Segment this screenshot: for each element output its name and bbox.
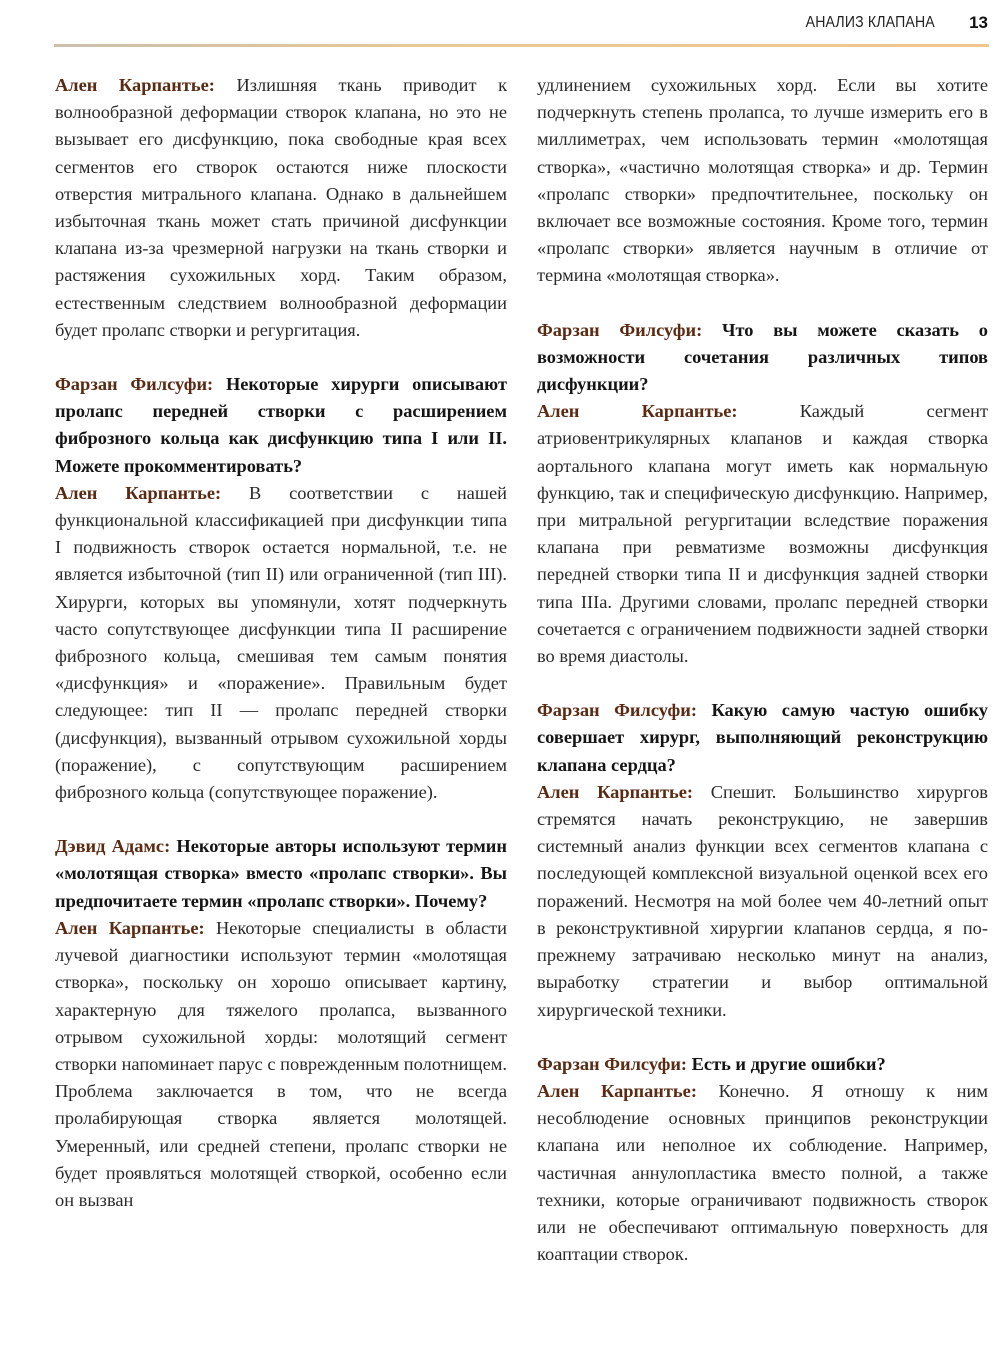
answer-text: Конечно. Я отношу к ним несоблюдение основных принципов реконструкции клапана или неполное их соблюдение. Например, частичная аннулопластика вместо полной, а также техники, которые ограничивают подвижность створок или не обеспечивают оптимальную поверхность для коаптации створок. [537, 1080, 989, 1265]
question-text: Какую самую частую ошибку совершает хирург, выполняющий реконструкцию клапана сердца? [537, 700, 988, 775]
interview-block [537, 1051, 988, 1269]
question-paragraph [537, 1051, 988, 1078]
question-paragraph [55, 833, 507, 915]
header-rule [54, 44, 989, 47]
interview-block [55, 72, 507, 344]
question-text: Некоторые авторы используют термин «молотящая створка» вместо «пролапс створки». Вы предпочитаете термин «пролапс створки». Почему? [55, 836, 507, 911]
interview-block [537, 317, 988, 671]
answer-text: удлинением сухожильных хорд. Если вы хотите подчеркнуть степень пролапса, то лучше измерить его в миллиметрах, чем использовать термин «молотящая створка», «частично молотящая створка» и др. Термин «пролапс створки» предпочтительнее, поскольку он включает все возможные состояния. Кроме того, термин «пролапс створки» является научным в отличие от термина «молотящая створка». [537, 75, 988, 286]
answer-text: Каждый сегмент атриовентрикулярных клапанов и каждая створка аортального клапана могут иметь как нормальную функцию, так и специфическую дисфункцию. Например, при митральной регургитации вследствие поражения клапана при ревматизме возможны дисфункция передней створки типа II и дисфункция задней створки типа IIIa. Другими словами, пролапс передней створки сочетается с ограничением подвижности задней створки во время диастолы. [537, 401, 988, 667]
answer-text: Некоторые специалисты в области лучевой диагностики используют термин «молотящая створка», поскольку он хорошо описывает картину, характерную для тяжелого пролапса, вызванного отрывом сухожильной хорды: молотящий сегмент створки напоминает парус с поврежденным полотнищем. Проблема заключается в том, что не всегда пролабирующая створка является молотящей. Умеренный, или средней степени, пролапс створки не будет проявляться молотящей створкой, особенно если он вызван [55, 917, 508, 1210]
answer-speaker: Ален Карпантье: [537, 781, 694, 802]
running-header [788, 8, 988, 38]
page-number: 13 [969, 13, 988, 32]
answer-text: Спешит. Большинство хирургов стремятся начать реконструкцию, не завершив системный анализ функции всех сегментов клапана с последующей комплексной визуальной оценкой всех его поражений. Несмотря на мой более чем 40-летний опыт в реконструктивной хирургии клапанов сердца, я по-прежнему затрачиваю несколько минут на анализ, выработку стратегии и выбор оптимальной хирургической техники. [537, 781, 988, 1020]
interview-block [55, 371, 507, 806]
answer-speaker: Ален Карпантье: [537, 1080, 697, 1101]
question-paragraph [537, 697, 988, 779]
answer-paragraph [537, 72, 988, 290]
question-speaker: Фарзан Филсуфи: [55, 374, 214, 395]
answer-paragraph [55, 72, 507, 344]
answer-paragraph [537, 1078, 988, 1268]
answer-speaker: Ален Карпантье: [55, 75, 215, 95]
answer-speaker: Ален Карпантье: [537, 401, 738, 422]
interview-block [55, 833, 507, 1214]
left-column [55, 72, 507, 1241]
right-column [537, 72, 988, 1295]
question-paragraph [537, 317, 988, 399]
answer-paragraph [537, 398, 988, 670]
answer-paragraph [55, 480, 507, 806]
answer-speaker: Ален Карпантье: [55, 482, 222, 503]
interview-block [537, 697, 988, 1023]
question-text: Что вы можете сказать о возможности сочетания различных типов дисфункции? [537, 319, 988, 395]
answer-text: В соответствии с нашей функциональной классификацией при дисфункции типа I подвижность створок остается нормальной, т.е. не является избыточной (тип II) или ограниченной (тип III). Хирурги, которых вы упомянули, хотят подчеркнуть часто сопутствующее дисфункции типа II расширение фиброзного кольца, смешивая тем самым понятия «дисфункция» и «поражение». Правильным будет следующее: тип II — пролапс передней створки (дисфункция), вызванный отрывом сухожильной хорды (поражение), с сопутствующим расширением фиброзного кольца (сопутствующее поражение). [55, 482, 508, 803]
answer-text: Излишняя ткань приводит к волнообразной деформации створок клапана, но это не вызывает его дисфункцию, пока свободные края всех сегментов его створок остаются ниже плоскости отверстия митрального клапана. Однако в дальнейшем избыточная ткань может стать причиной дисфункции клапана из-за чрезмерной нагрузки на ткань створки и растяжения сухожильных хорд. Таким образом, естественным следствием волнообразной деформации будет пролапс створки и регургитация. [55, 75, 508, 340]
question-speaker: Фарзан Филсуфи: [537, 319, 703, 340]
answer-paragraph [537, 779, 988, 1024]
question-paragraph [55, 371, 507, 480]
question-speaker: Фарзан Филсуфи: [537, 700, 697, 721]
running-title: АНАЛИЗ КЛАПАНА [805, 14, 936, 31]
question-text: Некоторые хирурги описывают пролапс передней створки с расширением фиброзного кольца как дисфункцию типа I или II. Можете прокомментировать? [55, 374, 507, 476]
answer-paragraph [55, 915, 507, 1214]
question-speaker: Фарзан Филсуфи: [537, 1053, 688, 1074]
interview-block [537, 72, 988, 290]
answer-speaker: Ален Карпантье: [55, 917, 205, 938]
question-speaker: Дэвид Адамс: [55, 836, 171, 857]
question-text: Есть и другие ошибки? [687, 1053, 886, 1074]
